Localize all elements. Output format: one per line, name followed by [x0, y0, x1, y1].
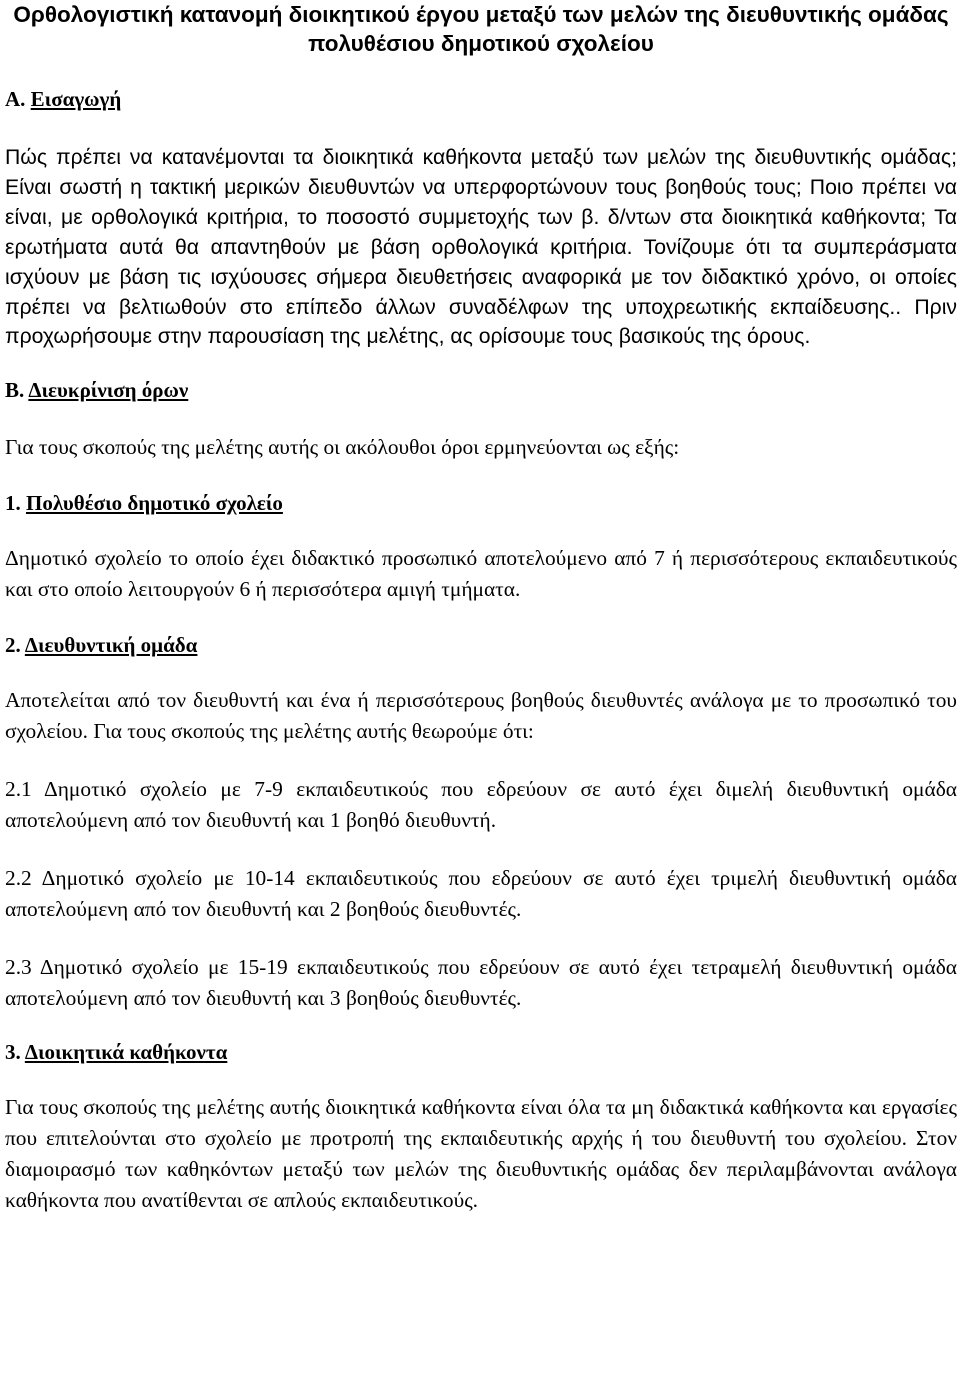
term-1-number: 1.	[5, 491, 21, 516]
section-a-heading	[5, 85, 957, 114]
term-2-item: 2.1 Δημοτικό σχολείο με 7-9 εκπαιδευτικούς που εδρεύουν σε αυτό έχει διμελή διευθυντική ομάδα αποτελούμενη από τον διευθυντή και 1 βοηθό διευθυντή.	[5, 777, 957, 833]
term-1-title: Πολυθέσιο δημοτικό σχολείο	[26, 491, 283, 516]
term-2-number: 2.	[5, 633, 21, 658]
section-b-number: Β.	[5, 378, 25, 403]
term-2-item: 2.3 Δημοτικό σχολείο με 15-19 εκπαιδευτικούς που εδρεύουν σε αυτό έχει τετραμελή διευθυντική ομάδα αποτελούμενη από τον διευθυντή και 3 βοηθούς διευθυντές.	[5, 955, 957, 1011]
term-2-item: 2.2 Δημοτικό σχολείο με 10-14 εκπαιδευτικούς που εδρεύουν σε αυτό έχει τριμελή διευθυντική ομάδα αποτελούμενη από τον διευθυντή και 2 βοηθούς διευθυντές.	[5, 866, 957, 922]
term-1-heading	[5, 489, 957, 518]
term-3-number: 3.	[5, 1040, 21, 1065]
section-b-title: Διευκρίνιση όρων	[28, 378, 189, 403]
intro-paragraph: Πώς πρέπει να κατανέμονται τα διοικητικά καθήκοντα μεταξύ των μελών της διευθυντικής ομάδας; Είναι σωστή η τακτική μερικών διευθυντών να υπερφορτώνουν τους βοηθούς τους; Ποιο πρέπει να είναι, με ορθολογικά κριτήρια, το ποσοστό συμμετοχής των β. δ/ντων στα διοικητικά καθήκοντα; Τα ερωτήματα αυτά θα απαντηθούν με βάση ορθολογικά κριτήρια. Τονίζουμε ότι τα συμπεράσματα ισχύουν με βάση τις ισχύουσες σήμερα διευθετήσεις αναφορικά με τον διδακτικό χρόνο, οι οποίες πρέπει να βελτιωθούν στο επίπεδο άλλων συναδέλφων της υποχρεωτικής εκπαίδευσης.. Πριν προχωρήσουμε στην παρουσίαση της μελέτης, ας ορίσουμε τους βασικούς της όρους.	[5, 146, 957, 349]
term-2-heading	[5, 631, 957, 660]
term-2-title: Διευθυντική ομάδα	[24, 633, 198, 658]
section-a-title: Εισαγωγή	[30, 87, 122, 111]
term-1-definition: Δημοτικό σχολείο το οποίο έχει διδακτικό προσωπικό αποτελούμενο από 7 ή περισσότερους εκπαιδευτικούς και στο οποίο λειτουργούν 6 ή περισσότερα αμιγή τμήματα.	[5, 546, 957, 602]
term-3-title: Διοικητικά καθήκοντα	[24, 1040, 228, 1065]
term-2-definition: Αποτελείται από τον διευθυντή και ένα ή περισσότερους βοηθούς διευθυντές ανάλογα με το προσωπικό του σχολείου. Για τους σκοπούς της μελέτης αυτής θεωρούμε ότι:	[5, 688, 957, 744]
section-b-heading	[5, 376, 957, 405]
document-title: Ορθολογιστική κατανομή διοικητικού έργου μεταξύ των μελών της διευθυντικής ομάδας πολυθέσιου δημοτικού σχολείου	[13, 2, 949, 56]
term-3-heading	[5, 1038, 957, 1067]
definitions-intro: Για τους σκοπούς της μελέτης αυτής οι ακόλουθοι όροι ερμηνεύονται ως εξής:	[5, 435, 680, 460]
section-a-number: Α.	[5, 87, 26, 111]
term-3-definition: Για τους σκοπούς της μελέτης αυτής διοικητικά καθήκοντα είναι όλα τα μη διδακτικά καθήκοντα και εργασίες που επιτελούνται στο σχολείο με προτροπή της εκπαιδευτικής αρχής ή του διευθυντή του σχολείου. Στον διαμοιρασμό των καθηκόντων μεταξύ των μελών της διευθυντικής ομάδας δεν περιλαμβάνονται ανάλογα καθήκοντα που ανατίθενται σε απλούς εκπαιδευτικούς.	[5, 1095, 957, 1213]
